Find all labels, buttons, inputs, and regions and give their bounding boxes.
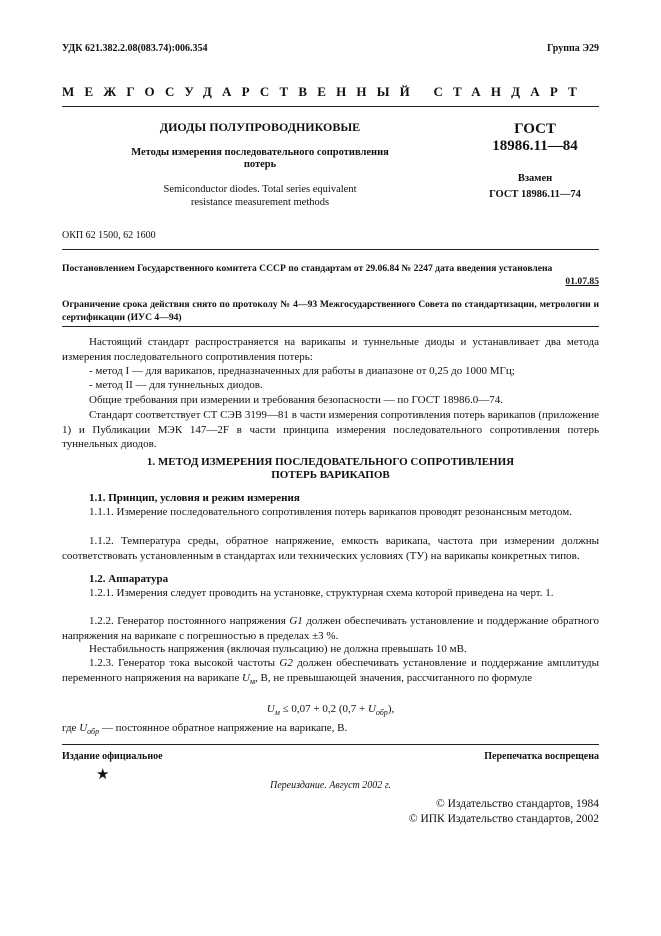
okp-code: ОКП 62 1500, 62 1600 [62,230,156,241]
doc-title-english-line1: Semiconductor diodes. Total series equivalent [163,184,357,195]
intro-paragraph-3: Стандарт соответствует СТ СЭВ 3199—81 в части измерения сопротивления потерь варикапов (приложение 1) и Публикации МЭК 147—2F в части принципа измерения последовательного сопротивления потерь туннельных диодов. [62,409,599,451]
footer-rule [62,744,599,745]
doc-subtitle-line1: Методы измерения последовательного сопротивления [131,147,389,158]
doc-title-english-line2: resistance measurement methods [190,197,330,208]
limitation-rule [62,326,599,327]
clause-1-2-2-text-b: должен обеспечивать установление и поддержание обратного напряжения на варикапе с погрешностью в пределах ±3 %. [62,615,599,642]
copyright-block [300,797,599,827]
clause-1-2-2-generator: G1 [289,615,303,627]
banner-rule [62,106,599,107]
reprint-prohibited: Перепечатка воспрещена [484,751,599,762]
section-1-heading-line1: 1. МЕТОД ИЗМЕРЕНИЯ ПОСЛЕДОВАТЕЛЬНОГО СОПРОТИВЛЕНИЯ [146,456,515,468]
limitation-note: Ограничение срока действия снято по протоколу № 4—93 Межгосударственного Совета по стандартизации, метрологии и сертификации (ИУС 4—94) [62,299,599,323]
decree-line: Постановлением Государственного комитета СССР по стандартам от 29.06.84 № 2247 дата введения установлена [62,263,553,274]
decree-text [62,262,599,288]
clause-1-2-2-stability: Нестабильность напряжения (включая пульсацию) не должна превышать 10 мВ. [89,643,467,655]
clause-1-2-2 [62,614,599,643]
formula-u: U [266,703,275,715]
clause-1-2-3-generator: G2 [279,657,293,669]
formula-mid: ≤ 0,07 + 0,2 (0,7 + [279,703,368,715]
udc-code: УДК 621.382.2.08(083.74):006.354 [62,43,208,54]
decree-date: 01.07.85 [565,276,599,287]
formula-where [62,721,599,740]
doc-title: ДИОДЫ ПОЛУПРОВОДНИКОВЫЕ [159,120,361,134]
intro-method-1: - метод I — для варикапов, предназначенных для работы в диапазоне от 0,25 до 1000 МГц; [89,365,515,377]
reissue-note: Переиздание. Август 2002 г. [269,780,392,791]
clause-1-2-3-u: U [242,671,250,684]
group-code: Группа Э29 [547,43,599,54]
clause-1-2-2-text-a: 1.2.2. Генератор постоянного напряжения [89,615,290,627]
section-1-heading [62,456,599,482]
clause-1-1-1: 1.1.1. Измерение последовательного сопротивления потерь варикапов проводят резонансным методом. [89,506,572,518]
gost-designation [470,121,600,155]
formula-u-sub: м [274,708,280,718]
copyright-1984: © Издательство стандартов, 1984 [435,798,599,810]
formula-end: ), [387,703,395,715]
gost-replaces [470,171,600,203]
replaces-label: Взамен [517,173,553,184]
official-edition: Издание официальное [62,751,163,762]
formula-where-u: U [79,722,88,734]
clause-1-1-2: 1.1.2. Температура среды, обратное напряжение, емкость варикапа, частота при измерении должны соответствовать установленным в стандартах или технических условиях (ТУ) на варикапы конкретных типов. [62,535,599,562]
intro-paragraph-1: Настоящий стандарт распространяется на варикапы и туннельные диоды и устанавливает два метода измерения последовательного сопротивления потерь: [62,336,599,363]
gost-number: 18986.11—84 [492,138,578,154]
clause-1-2-1: 1.2.1. Измерения следует проводить на установке, структурная схема которой приведена на черт. 1. [89,587,554,599]
okp-rule [62,249,599,250]
clause-1-2-3-text-b: должен обеспечивать установление и поддержание амплитуды переменного напряжения на варикапе [62,657,599,684]
formula-where-a: где [62,722,80,734]
formula-where-u-sub: обр [87,727,100,737]
formula-u2-sub: обр [375,708,388,718]
doc-subtitle [110,147,410,171]
doc-subtitle-line2: потерь [243,159,277,170]
formula-u2: U [367,703,376,715]
formula-where-b: — постоянное обратное напряжение на варикапе, В. [99,722,348,734]
formula [62,703,599,717]
clause-1-2-3 [62,656,599,689]
doc-title-english [110,183,410,209]
intro-method-2: - метод II — для туннельных диодов. [89,379,263,391]
clause-1-2-3-u-sub: м [249,676,256,686]
section-1-heading-line2: ПОТЕРЬ ВАРИКАПОВ [271,469,390,481]
replaces-value: ГОСТ 18986.11—74 [489,189,581,200]
subsection-1-1-title: 1.1. Принцип, условия и режим измерения [89,492,300,504]
clause-1-2-3-text-c: , В, не превышающей значения, рассчитанного по формуле [255,671,533,684]
gost-label: ГОСТ [514,121,556,137]
clause-1-2-3-text-a: 1.2.3. Генератор тока высокой частоты [89,657,280,669]
subsection-1-2-title: 1.2. Аппаратура [89,573,169,585]
intro-paragraph-2: Общие требования при измерении и требования безопасности — по ГОСТ 18986.0—74. [89,394,504,406]
copyright-2002: © ИПК Издательство стандартов, 2002 [408,813,599,825]
star-icon: ★ [96,767,110,783]
standard-banner: МЕЖГОСУДАРСТВЕННЫЙ СТАНДАРТ [62,84,588,99]
